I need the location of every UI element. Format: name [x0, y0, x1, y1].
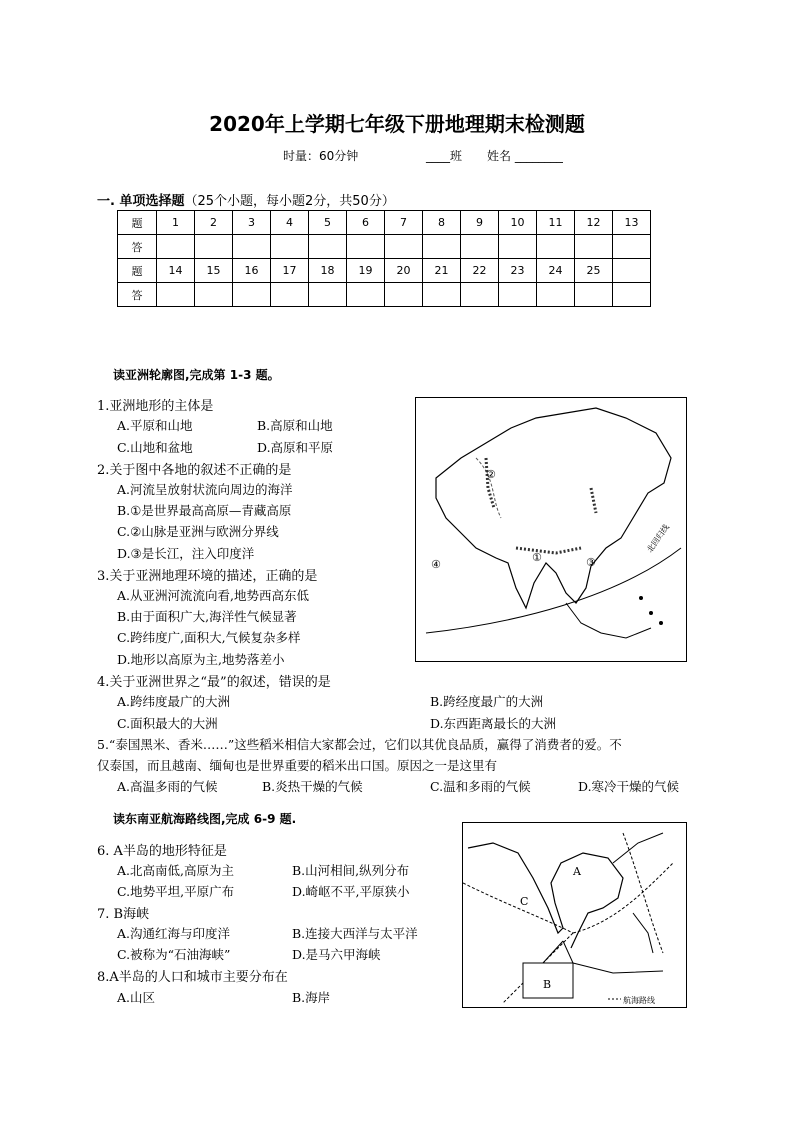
answer-cell[interactable] [537, 283, 575, 307]
question-1-option-c[interactable]: C.山地和盆地 [117, 440, 193, 455]
question-3-option-d[interactable]: D.地形以高原为主,地势落差小 [117, 652, 285, 667]
question-number: 7 [385, 211, 423, 235]
map1-label-3: ③ [586, 556, 596, 569]
asia-map-graphic [416, 398, 686, 661]
section-label: 一. 单项选择题 [97, 194, 185, 209]
answer-cell[interactable] [195, 235, 233, 259]
question-6-stem: 6. A半岛的地形特征是 [97, 844, 227, 859]
reading-instruction-1: 读亚洲轮廓图,完成第 1-3 题。 [113, 368, 280, 382]
question-number: 19 [347, 259, 385, 283]
question-5-option-b[interactable]: B.炎热干燥的气候 [262, 779, 363, 794]
question-6-option-c[interactable]: C.地势平坦,平原广布 [117, 884, 235, 899]
question-4-option-d[interactable]: D.东西距离最长的大洲 [430, 716, 557, 731]
question-6-option-a[interactable]: A.北高南低,高原为主 [117, 863, 234, 878]
name-field[interactable]: 姓名 ________ [487, 149, 563, 163]
question-5-stem-line-1: 5.“泰国黑米、香米……”这些稻米相信大家都会过，它们以其优良品质，赢得了消费者的爱。不 [97, 737, 622, 752]
answer-cell[interactable] [499, 235, 537, 259]
question-6-option-d[interactable]: D.崎岖不平,平原狭小 [292, 884, 410, 899]
question-2-option-d[interactable]: D.③是长江，注入印度洋 [117, 546, 255, 561]
question-6-option-b[interactable]: B.山河相间,纵列分布 [292, 863, 410, 878]
tropic-of-cancer-label: 北回归线 [645, 522, 671, 555]
answer-cell[interactable] [385, 235, 423, 259]
section-note: （25个小题，每小题2分，共50分） [184, 194, 395, 209]
map1-label-4: ④ [431, 558, 441, 571]
question-5-stem-line-2: 仅泰国，而且越南、缅甸也是世界重要的稻米出口国。原因之一是这里有 [97, 758, 498, 773]
question-2-option-b[interactable]: B.①是世界最高高原—青藏高原 [117, 503, 292, 518]
question-number: 6 [347, 211, 385, 235]
question-label: 题 [118, 259, 157, 283]
question-number: 9 [461, 211, 499, 235]
map2-label-b: B [543, 978, 552, 991]
answer-cell[interactable] [423, 235, 461, 259]
question-row-2 [118, 259, 651, 283]
question-1-option-d[interactable]: D.高原和平原 [257, 440, 334, 455]
question-4-option-a[interactable]: A.跨纬度最广的大洲 [117, 694, 231, 709]
answer-cell[interactable] [233, 235, 271, 259]
sea-route-map-graphic [463, 823, 686, 1007]
answer-cell[interactable] [575, 283, 613, 307]
question-7-option-a[interactable]: A.沟通红海与印度洋 [117, 926, 231, 941]
answer-cell[interactable] [347, 283, 385, 307]
question-number: 21 [423, 259, 461, 283]
question-row-1 [118, 211, 651, 235]
answer-cell[interactable] [309, 283, 347, 307]
question-number: 10 [499, 211, 537, 235]
map1-label-2: ② [486, 468, 496, 481]
answer-cell[interactable] [309, 235, 347, 259]
answer-cell[interactable] [271, 235, 309, 259]
answer-cell[interactable] [499, 283, 537, 307]
question-number: 20 [385, 259, 423, 283]
answer-cell[interactable] [157, 235, 195, 259]
answer-label: 答 [118, 235, 157, 259]
answer-row-2 [118, 283, 651, 307]
question-number: 23 [499, 259, 537, 283]
question-3-option-b[interactable]: B.由于面积广大,海洋性气候显著 [117, 609, 297, 624]
question-number: 8 [423, 211, 461, 235]
question-number: 18 [309, 259, 347, 283]
question-8-stem: 8.A半岛的人口和城市主要分布在 [97, 970, 288, 985]
question-2-stem: 2.关于图中各地的叙述不正确的是 [97, 463, 292, 478]
answer-cell[interactable] [271, 283, 309, 307]
answer-row-1 [118, 235, 651, 259]
question-4-option-c[interactable]: C.面积最大的大洲 [117, 716, 218, 731]
map2-label-a: A [573, 865, 581, 878]
question-4-stem: 4.关于亚洲世界之“最”的叙述，错误的是 [97, 675, 331, 690]
answer-label: 答 [118, 283, 157, 307]
question-number: 3 [233, 211, 271, 235]
question-7-stem: 7. B海峡 [97, 907, 150, 922]
question-1-option-a[interactable]: A.平原和山地 [117, 418, 193, 433]
time-limit: 时量：60分钟 [283, 149, 359, 163]
section-heading [97, 190, 395, 209]
question-number: 16 [233, 259, 271, 283]
southeast-asia-map [462, 822, 687, 1008]
question-1-stem: 1.亚洲地形的主体是 [97, 399, 214, 414]
question-number: 12 [575, 211, 613, 235]
question-number: 13 [613, 211, 651, 235]
question-3-option-a[interactable]: A.从亚洲河流流向看,地势西高东低 [117, 588, 309, 603]
page-title: 2020年上学期七年级下册地理期末检测题 [209, 112, 585, 136]
question-8-option-a[interactable]: A.山区 [117, 990, 156, 1005]
answer-cell[interactable] [537, 235, 575, 259]
answer-table [117, 210, 651, 307]
answer-cell[interactable] [461, 235, 499, 259]
question-5-option-c[interactable]: C.温和多雨的气候 [430, 779, 531, 794]
question-number: 17 [271, 259, 309, 283]
question-2-option-c[interactable]: C.②山脉是亚洲与欧洲分界线 [117, 524, 279, 539]
question-number: 22 [461, 259, 499, 283]
question-2-option-a[interactable]: A.河流呈放射状流向周边的海洋 [117, 482, 293, 497]
question-3-option-c[interactable]: C.跨纬度广,面积大,气候复杂多样 [117, 630, 301, 645]
question-number: 4 [271, 211, 309, 235]
question-7-option-b[interactable]: B.连接大西洋与太平洋 [292, 926, 418, 941]
answer-cell[interactable] [233, 283, 271, 307]
question-number: 24 [537, 259, 575, 283]
question-number: 25 [575, 259, 613, 283]
question-number: 5 [309, 211, 347, 235]
question-number: 11 [537, 211, 575, 235]
question-3-stem: 3.关于亚洲地理环境的描述，正确的是 [97, 569, 318, 584]
answer-cell[interactable] [385, 283, 423, 307]
question-number: 14 [157, 259, 195, 283]
answer-cell[interactable] [461, 283, 499, 307]
question-label: 题 [118, 211, 157, 235]
answer-cell[interactable] [575, 235, 613, 259]
answer-cell[interactable] [157, 283, 195, 307]
answer-cell[interactable] [423, 283, 461, 307]
question-number: 1 [157, 211, 195, 235]
question-5-option-d[interactable]: D.寒冷干燥的气候 [578, 779, 680, 794]
question-7-option-d[interactable]: D.是马六甲海峡 [292, 947, 381, 962]
question-5-option-a[interactable]: A.高温多雨的气候 [117, 779, 218, 794]
question-number: 2 [195, 211, 233, 235]
question-8-option-b[interactable]: B.海岸 [292, 990, 331, 1005]
question-7-option-c[interactable]: C.被称为“石油海峡” [117, 947, 231, 962]
question-number [613, 259, 651, 283]
map1-label-1: ① [532, 551, 542, 564]
map2-legend: 航海路线 [623, 996, 655, 1005]
question-number: 15 [195, 259, 233, 283]
map2-label-c: C [520, 895, 529, 908]
answer-cell[interactable] [195, 283, 233, 307]
answer-cell[interactable] [613, 235, 651, 259]
answer-cell[interactable] [613, 283, 651, 307]
question-4-option-b[interactable]: B.跨经度最广的大洲 [430, 694, 544, 709]
class-field[interactable]: ____班 [426, 149, 463, 163]
answer-cell[interactable] [347, 235, 385, 259]
reading-instruction-2: 读东南亚航海路线图,完成 6-9 题. [113, 812, 297, 826]
asia-outline-map [415, 397, 687, 662]
question-1-option-b[interactable]: B.高原和山地 [257, 418, 333, 433]
